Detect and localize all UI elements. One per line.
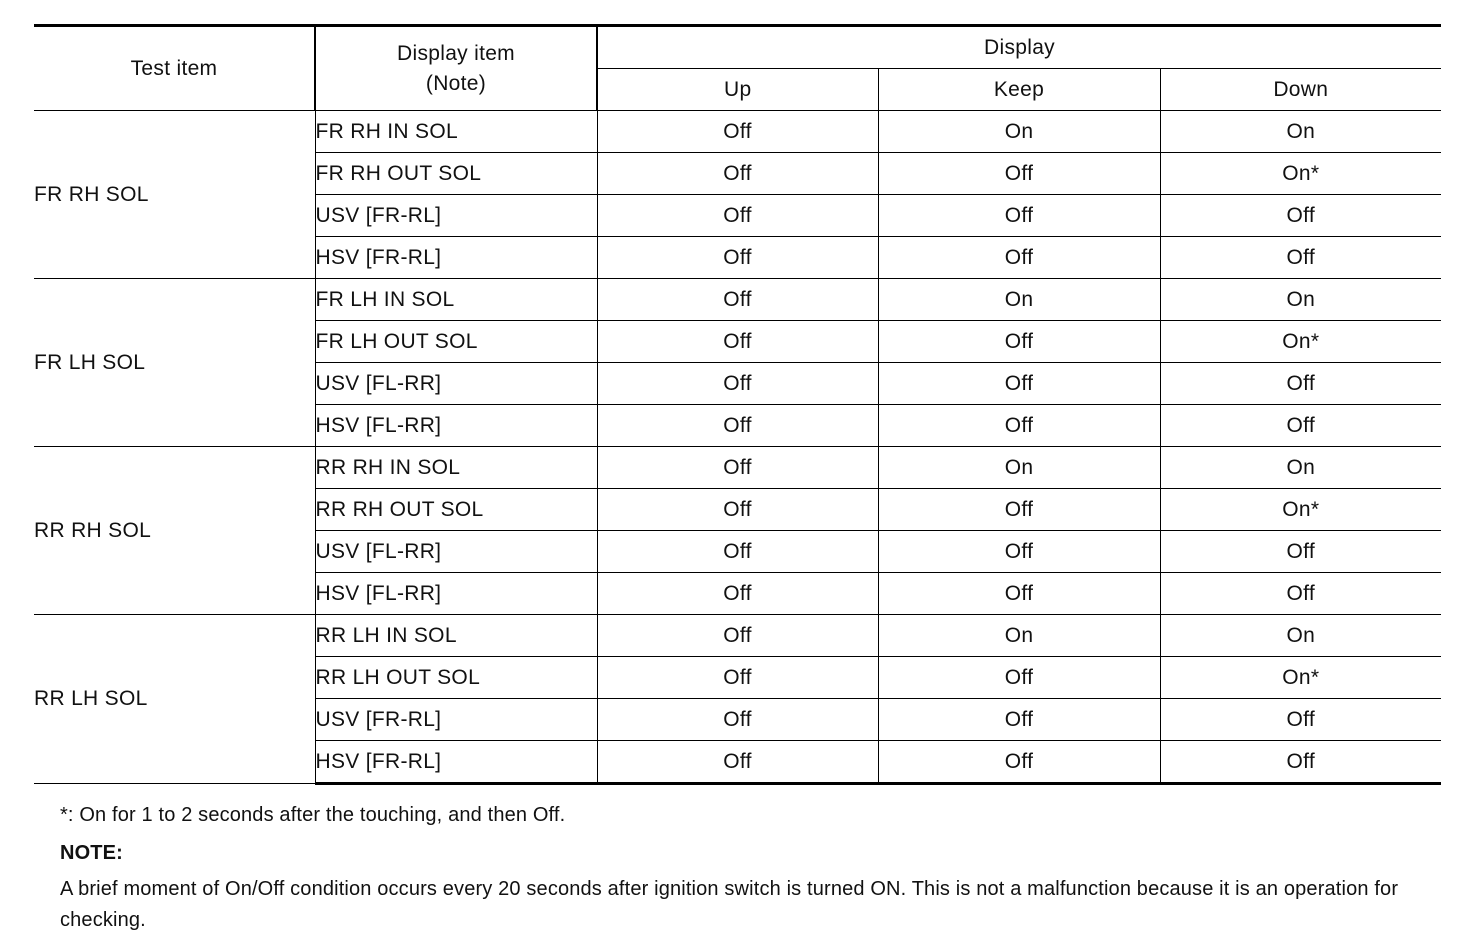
- up-value-cell: Off: [597, 279, 878, 321]
- display-item-cell: FR LH OUT SOL: [315, 321, 597, 363]
- up-value-cell: Off: [597, 447, 878, 489]
- header-display: Display: [597, 26, 1441, 69]
- keep-value-cell: On: [878, 447, 1160, 489]
- display-item-cell: USV [FR-RL]: [315, 195, 597, 237]
- header-row-top: [34, 26, 1441, 69]
- down-value-cell: On*: [1160, 657, 1441, 699]
- test-item-cell: FR LH SOL: [34, 279, 315, 447]
- up-value-cell: Off: [597, 111, 878, 153]
- document-page: [34, 24, 1441, 785]
- down-value-cell: Off: [1160, 741, 1441, 784]
- test-item-cell: RR RH SOL: [34, 447, 315, 615]
- table-row: [34, 111, 1441, 153]
- test-item-cell: RR LH SOL: [34, 615, 315, 784]
- down-value-cell: Off: [1160, 363, 1441, 405]
- keep-value-cell: Off: [878, 321, 1160, 363]
- up-value-cell: Off: [597, 615, 878, 657]
- up-value-cell: Off: [597, 195, 878, 237]
- display-item-cell: RR LH OUT SOL: [315, 657, 597, 699]
- up-value-cell: Off: [597, 699, 878, 741]
- down-value-cell: Off: [1160, 237, 1441, 279]
- table-row: [34, 615, 1441, 657]
- display-item-cell: FR RH IN SOL: [315, 111, 597, 153]
- display-item-cell: HSV [FR-RL]: [315, 741, 597, 784]
- note-body: A brief moment of On/Off condition occurs every 20 seconds after ignition switch is turned ON. This is not a malfunction because it is an operation for checking.: [60, 878, 1399, 931]
- display-item-cell: FR LH IN SOL: [315, 279, 597, 321]
- display-item-cell: RR LH IN SOL: [315, 615, 597, 657]
- keep-value-cell: Off: [878, 153, 1160, 195]
- up-value-cell: Off: [597, 321, 878, 363]
- down-value-cell: Off: [1160, 573, 1441, 615]
- test-item-cell: FR RH SOL: [34, 111, 315, 279]
- down-value-cell: Off: [1160, 195, 1441, 237]
- keep-value-cell: On: [878, 111, 1160, 153]
- header-down: Down: [1160, 69, 1441, 111]
- display-item-cell: RR RH IN SOL: [315, 447, 597, 489]
- down-value-cell: On: [1160, 111, 1441, 153]
- header-display-item-label: Display item: [397, 41, 515, 65]
- up-value-cell: Off: [597, 741, 878, 784]
- footnote: *: On for 1 to 2 seconds after the touching, and then Off.: [60, 804, 566, 826]
- table-row: [34, 447, 1441, 489]
- keep-value-cell: Off: [878, 237, 1160, 279]
- keep-value-cell: Off: [878, 573, 1160, 615]
- keep-value-cell: Off: [878, 657, 1160, 699]
- keep-value-cell: Off: [878, 699, 1160, 741]
- test-group: [34, 615, 1441, 784]
- keep-value-cell: Off: [878, 195, 1160, 237]
- keep-value-cell: Off: [878, 363, 1160, 405]
- down-value-cell: On: [1160, 447, 1441, 489]
- up-value-cell: Off: [597, 573, 878, 615]
- keep-value-cell: Off: [878, 489, 1160, 531]
- down-value-cell: Off: [1160, 405, 1441, 447]
- test-group: [34, 447, 1441, 615]
- up-value-cell: Off: [597, 237, 878, 279]
- display-item-cell: USV [FL-RR]: [315, 363, 597, 405]
- header-test-item: Test item: [34, 26, 315, 111]
- up-value-cell: Off: [597, 657, 878, 699]
- down-value-cell: Off: [1160, 699, 1441, 741]
- down-value-cell: On: [1160, 615, 1441, 657]
- header-display-item-note: (Note): [425, 71, 487, 95]
- down-value-cell: On*: [1160, 321, 1441, 363]
- display-item-cell: HSV [FR-RL]: [315, 237, 597, 279]
- down-value-cell: On*: [1160, 489, 1441, 531]
- down-value-cell: On*: [1160, 153, 1441, 195]
- display-item-cell: USV [FL-RR]: [315, 531, 597, 573]
- keep-value-cell: Off: [878, 405, 1160, 447]
- down-value-cell: Off: [1160, 531, 1441, 573]
- header-up: Up: [597, 69, 878, 111]
- display-item-cell: USV [FR-RL]: [315, 699, 597, 741]
- down-value-cell: On: [1160, 279, 1441, 321]
- solenoid-test-table: [34, 24, 1441, 785]
- up-value-cell: Off: [597, 531, 878, 573]
- notes-section: [60, 800, 1455, 936]
- display-item-cell: HSV [FL-RR]: [315, 405, 597, 447]
- test-group: [34, 111, 1441, 279]
- header-keep: Keep: [878, 69, 1160, 111]
- header-display-item: [315, 26, 597, 111]
- keep-value-cell: On: [878, 615, 1160, 657]
- display-item-cell: HSV [FL-RR]: [315, 573, 597, 615]
- test-group: [34, 279, 1441, 447]
- up-value-cell: Off: [597, 405, 878, 447]
- up-value-cell: Off: [597, 363, 878, 405]
- keep-value-cell: Off: [878, 531, 1160, 573]
- keep-value-cell: On: [878, 279, 1160, 321]
- up-value-cell: Off: [597, 489, 878, 531]
- up-value-cell: Off: [597, 153, 878, 195]
- table-row: [34, 279, 1441, 321]
- note-heading: NOTE:: [60, 842, 123, 864]
- display-item-cell: RR RH OUT SOL: [315, 489, 597, 531]
- keep-value-cell: Off: [878, 741, 1160, 784]
- display-item-cell: FR RH OUT SOL: [315, 153, 597, 195]
